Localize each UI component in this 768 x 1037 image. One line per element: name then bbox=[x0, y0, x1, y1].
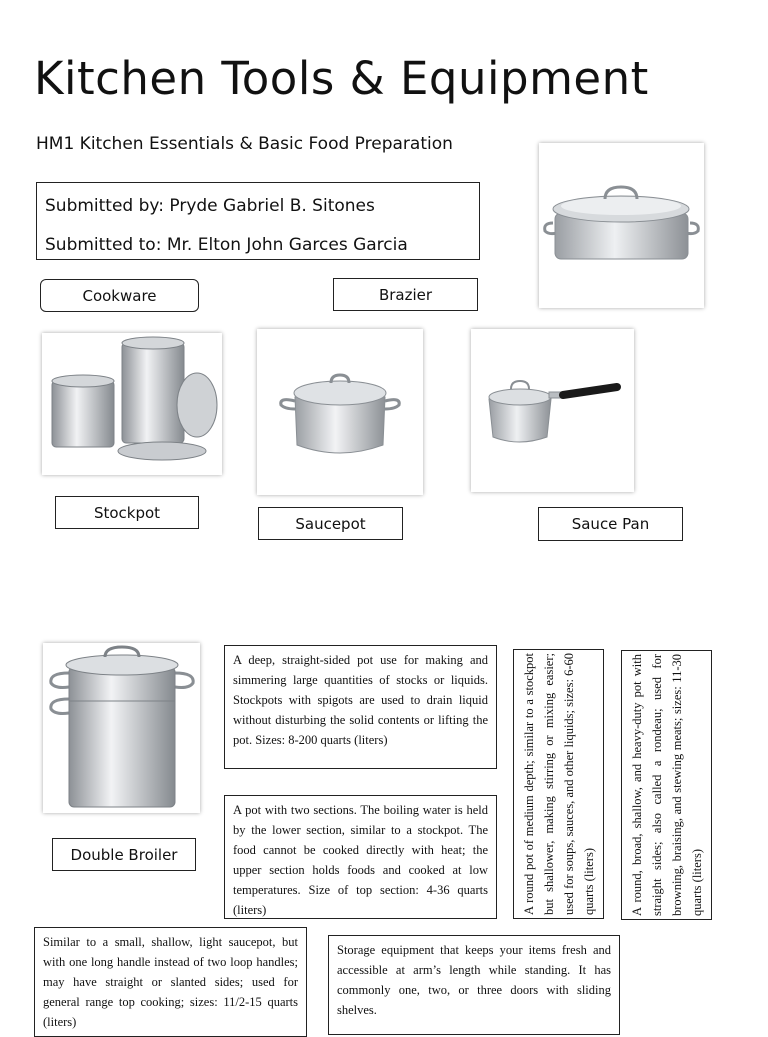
stockpot-description: A deep, straight-sided pot use for making and simmering large quantities of stocks or liquids. Stockpots with spigots are used to drain liquid without disturbing the solid contents or lifting the pot. Sizes: 8-200 quarts (liters) bbox=[224, 645, 497, 769]
sauce-pan-description: Similar to a small, shallow, light saucepot, but with one long handle instead of two loop handles; may have straight or slanted sides; used for general range top cooking; sizes: 11/2-15 quarts (liters) bbox=[34, 927, 307, 1037]
brazier-photo bbox=[539, 143, 704, 308]
double-broiler-photo bbox=[43, 643, 200, 813]
brazier-description-box bbox=[621, 650, 712, 920]
sauce-pan-icon bbox=[471, 329, 634, 492]
page-subtitle: HM1 Kitchen Essentials & Basic Food Preparation bbox=[36, 134, 453, 154]
submitted-to: Submitted to: Mr. Elton John Garces Garcia bbox=[45, 235, 408, 255]
brazier-description: A round, broad, shallow, and heavy-duty pot with straight sides; also called a rondeau; used for browning, braising, and stewing meats; sizes: 11-30 quarts (liters) bbox=[629, 654, 704, 916]
submission-box bbox=[36, 182, 480, 260]
sauce-pan-photo bbox=[471, 329, 634, 492]
double-broiler-label: Double Broiler bbox=[52, 838, 196, 871]
page-title: Kitchen Tools & Equipment bbox=[34, 52, 649, 105]
brazier-label: Brazier bbox=[333, 278, 478, 311]
sauce-pan-label: Sauce Pan bbox=[538, 507, 683, 541]
saucepot-label: Saucepot bbox=[258, 507, 403, 540]
brazier-icon bbox=[539, 143, 704, 308]
double-broiler-description: A pot with two sections. The boiling water is held by the lower section, similar to a stockpot. The food cannot be cooked directly with heat; the upper section holds foods and cooked at low temperatures. Size of top section: 4-36 quarts (liters) bbox=[224, 795, 497, 919]
stockpot-icon bbox=[42, 333, 222, 475]
saucepot-description-box bbox=[513, 649, 604, 919]
stockpot-label: Stockpot bbox=[55, 496, 199, 529]
storage-description: Storage equipment that keeps your items fresh and accessible at arm’s length while standing. It has commonly one, two, or three doors with sliding shelves. bbox=[328, 935, 620, 1035]
saucepot-icon bbox=[257, 329, 423, 495]
submitted-by: Submitted by: Pryde Gabriel B. Sitones bbox=[45, 196, 375, 216]
saucepot-description: A round pot of medium depth; similar to a stockpot but shallower, making stirring or mixing easier; used for soups, sauces, and other liquids; sizes: 6-60 quarts (liters) bbox=[521, 653, 596, 915]
stockpot-photo bbox=[42, 333, 222, 475]
double-broiler-icon bbox=[43, 643, 200, 813]
cookware-label: Cookware bbox=[40, 279, 199, 312]
saucepot-photo bbox=[257, 329, 423, 495]
